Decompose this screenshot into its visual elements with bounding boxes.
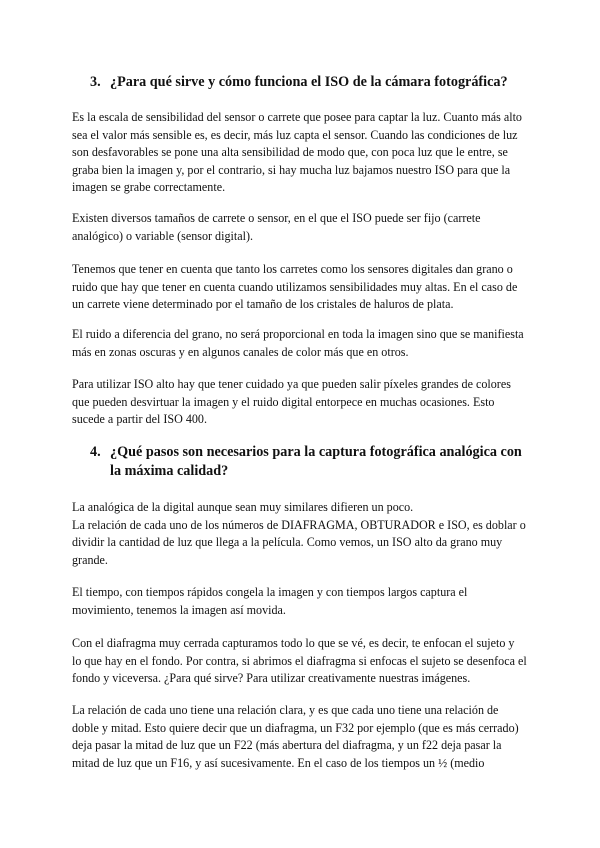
text-line: Para utilizar ISO alto hay que tener cuidado ya que pueden salir píxeles grandes de colores: [72, 377, 511, 391]
paragraph: [72, 326, 530, 361]
paragraph: [72, 635, 530, 688]
section-number: 4.: [90, 444, 101, 460]
text-line: Con el diafragma muy cerrada capturamos todo lo que se vé, es decir, te enfocan el sujeto y: [72, 636, 515, 650]
paragraph: [72, 109, 530, 197]
section-4-heading: [90, 443, 522, 481]
paragraph: [72, 702, 530, 772]
text-line: El tiempo, con tiempos rápidos congela la imagen y con tiempos largos captura el: [72, 585, 468, 599]
section-number: 3.: [90, 74, 101, 90]
paragraph: [72, 210, 530, 245]
section-title-line: ¿Qué pasos son necesarios para la captura fotográfica analógica con: [110, 444, 522, 460]
text-line: fondo y viceversa. ¿Para qué sirve? Para utilizar creativamente nuestras imágenes.: [72, 671, 471, 685]
text-line: doble y mitad. Esto quiere decir que un diafragma, un F32 por ejemplo (que es más cerrado): [72, 720, 519, 735]
text-line: El ruido a diferencia del grano, no será proporcional en toda la imagen sino que se manifiesta: [72, 327, 524, 341]
paragraph: [72, 261, 530, 314]
text-line: La relación de cada uno tiene una relación clara, y es que cada uno tiene una relación de: [72, 703, 499, 717]
text-line: son desfavorables se pone una alta sensibilidad de modo que, con poca luz que le entre, se: [72, 145, 508, 159]
text-line: deja pasar la mitad de luz que un F22 (más abertura del diafragma, y un f22 deja pasar la: [72, 738, 502, 752]
text-line: dividir la cantidad de luz que llega a la película. Como vemos, un ISO alto da grano muy: [72, 535, 503, 549]
paragraph: [72, 584, 530, 619]
text-line: grande.: [72, 552, 108, 567]
text-line: sucede a partir del ISO 400.: [72, 412, 208, 426]
paragraph: [72, 499, 530, 569]
text-line: lo que hay en el fondo. Por contra, si abrimos el diafragma si enfocas el sujeto se desenfoca el: [72, 653, 527, 668]
text-line: La relación de cada uno de los números de DIAFRAGMA, OBTURADOR e ISO, es doblar o: [72, 517, 526, 532]
text-line: Es la escala de sensibilidad del sensor o carrete que posee para captar la luz. Cuanto más alto: [72, 110, 522, 124]
text-line: mitad de luz que un F16, y así sucesivamente. En el caso de los tiempos un ½ (medio: [72, 755, 485, 770]
text-line: Existen diversos tamaños de carrete o sensor, en el que el ISO puede ser fijo (carrete: [72, 211, 481, 225]
text-line: sea el valor más sensible es, es decir, más luz capta el sensor. Cuando las condiciones de luz: [72, 127, 518, 142]
text-line: ruido que hay que tener en cuenta cuando utilizamos sensibilidades muy altas. En el caso de: [72, 279, 518, 294]
paragraph: [72, 376, 530, 429]
text-line: La analógica de la digital aunque sean muy similares difieren un poco.: [72, 500, 414, 514]
text-line: un carrete viene determinado por el tamaño de los cristales de haluros de plata.: [72, 297, 454, 311]
text-line: que pueden desvirtuar la imagen y el ruido digital entorpece en muchas ocasiones. Esto: [72, 394, 495, 409]
section-title-line: ¿Para qué sirve y cómo funciona el ISO de la cámara fotográfica?: [110, 74, 508, 90]
text-line: analógico) o variable (sensor digital).: [72, 228, 254, 243]
text-line: graba bien la imagen y, por el contrario, si hay mucha luz bajamos nuestro ISO para que la: [72, 162, 511, 177]
text-line: Tenemos que tener en cuenta que tanto los carretes como los sensores digitales dan grano o: [72, 262, 513, 276]
text-line: imagen se grabe correctamente.: [72, 180, 226, 194]
text-line: movimiento, tenemos la imagen así movida.: [72, 602, 286, 617]
section-3-heading: [90, 73, 508, 92]
text-line: más en zonas oscuras y en algunos canales de color más que en otros.: [72, 344, 409, 359]
section-title-line: la máxima calidad?: [110, 463, 229, 479]
